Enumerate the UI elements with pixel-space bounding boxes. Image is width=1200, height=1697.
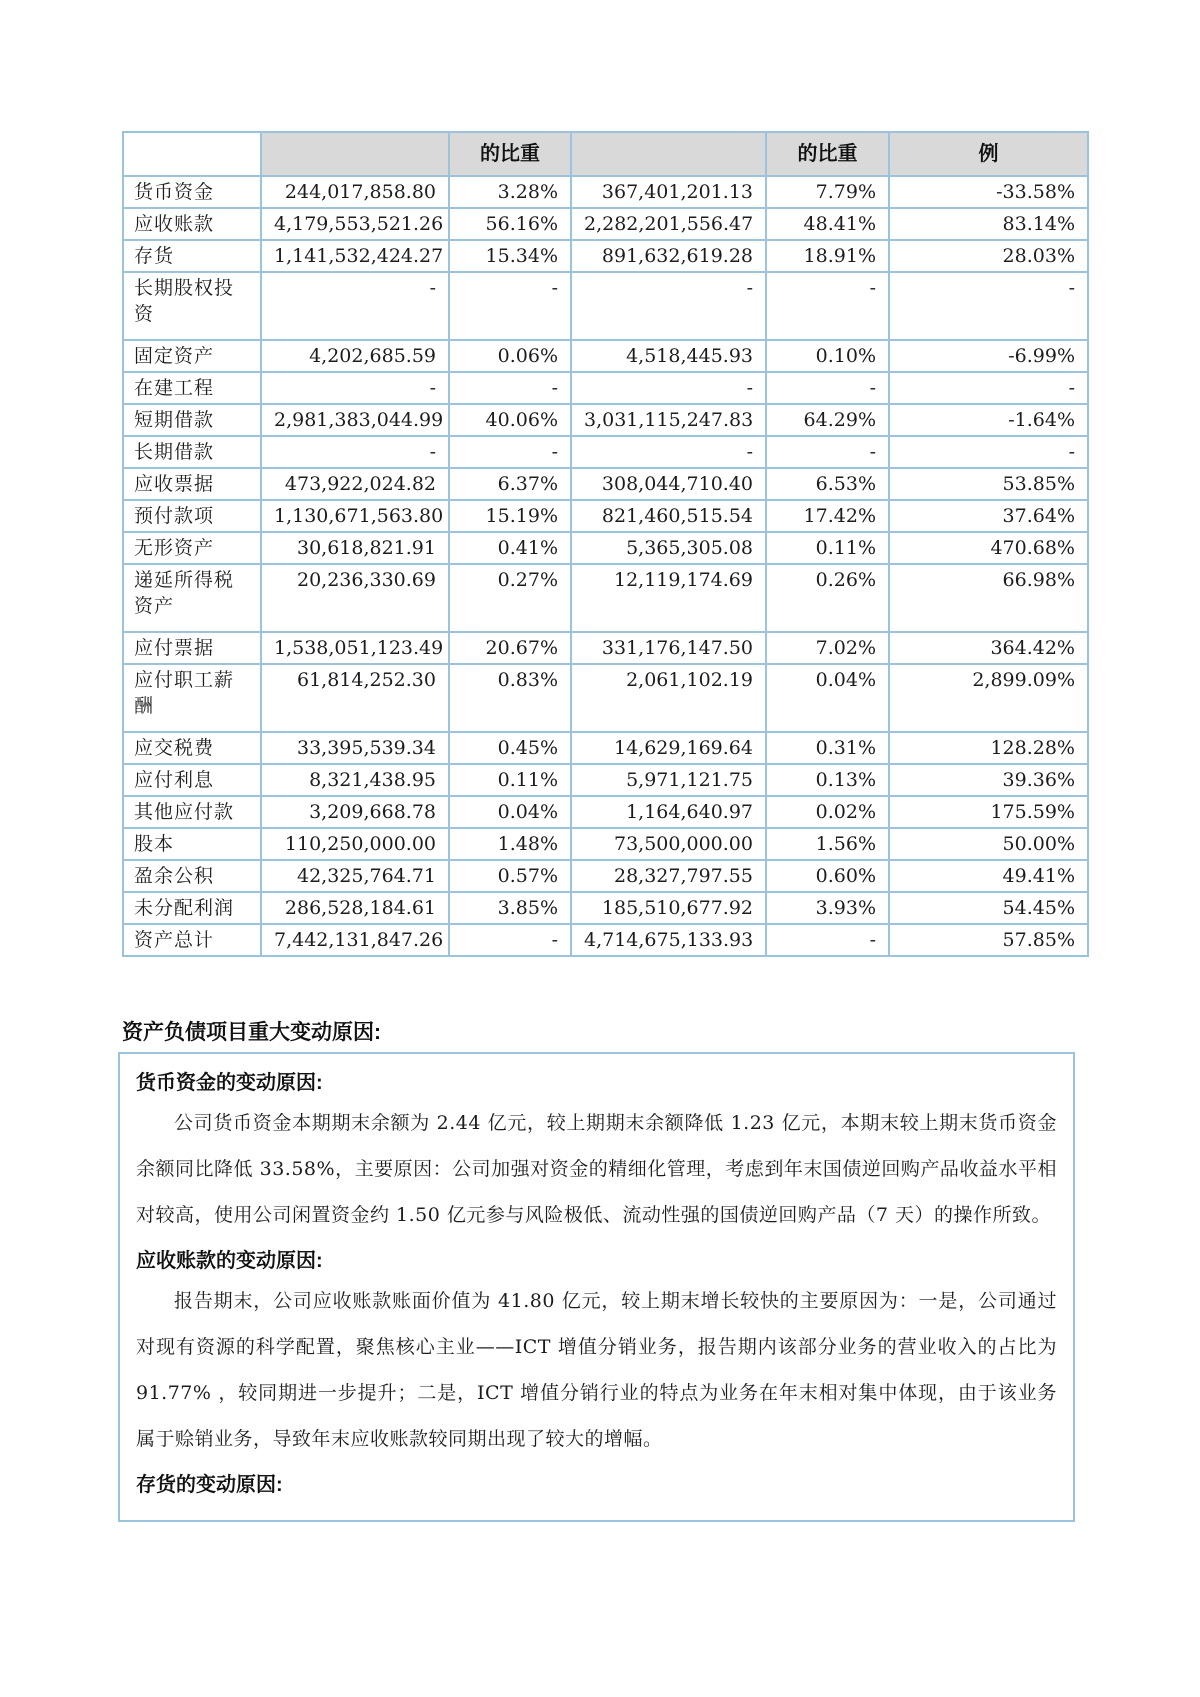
amount-current: 1,130,671,563.80 bbox=[261, 500, 449, 532]
pct-current: 0.06% bbox=[449, 340, 571, 372]
table-row bbox=[123, 340, 1088, 372]
row-label: 盈余公积 bbox=[123, 860, 261, 892]
amount-current: 4,179,553,521.26 bbox=[261, 208, 449, 240]
balance-sheet-table bbox=[122, 131, 1089, 957]
header-change-pct: 例 bbox=[889, 132, 1088, 176]
amount-current: 7,442,131,847.26 bbox=[261, 924, 449, 956]
change-pct: 50.00% bbox=[889, 828, 1088, 860]
amount-current: 1,141,532,424.27 bbox=[261, 240, 449, 272]
pct-current: 0.83% bbox=[449, 664, 571, 732]
amount-current: 4,202,685.59 bbox=[261, 340, 449, 372]
table-row bbox=[123, 372, 1088, 404]
pct-prior: 0.04% bbox=[766, 664, 889, 732]
table-row bbox=[123, 208, 1088, 240]
pct-prior: 48.41% bbox=[766, 208, 889, 240]
table-row bbox=[123, 564, 1088, 632]
header-pct-prior: 的比重 bbox=[766, 132, 889, 176]
amount-prior: 891,632,619.28 bbox=[571, 240, 766, 272]
header-item bbox=[123, 132, 261, 176]
pct-prior: 0.60% bbox=[766, 860, 889, 892]
change-pct: 83.14% bbox=[889, 208, 1088, 240]
pct-current: 6.37% bbox=[449, 468, 571, 500]
change-pct: -6.99% bbox=[889, 340, 1088, 372]
pct-current: 1.48% bbox=[449, 828, 571, 860]
row-label: 资产总计 bbox=[123, 924, 261, 956]
table-row bbox=[123, 532, 1088, 564]
amount-prior: 12,119,174.69 bbox=[571, 564, 766, 632]
row-label: 存货 bbox=[123, 240, 261, 272]
table-row bbox=[123, 500, 1088, 532]
row-label: 短期借款 bbox=[123, 404, 261, 436]
pct-current: 40.06% bbox=[449, 404, 571, 436]
pct-prior: 64.29% bbox=[766, 404, 889, 436]
table-header-row bbox=[123, 132, 1088, 176]
table-row bbox=[123, 404, 1088, 436]
pct-current: 56.16% bbox=[449, 208, 571, 240]
row-label: 应付票据 bbox=[123, 632, 261, 664]
section-heading: 资产负债项目重大变动原因: bbox=[122, 1021, 381, 1044]
row-label: 在建工程 bbox=[123, 372, 261, 404]
pct-current: 3.28% bbox=[449, 176, 571, 208]
amount-current: 30,618,821.91 bbox=[261, 532, 449, 564]
pct-prior: - bbox=[766, 436, 889, 468]
change-pct: 66.98% bbox=[889, 564, 1088, 632]
header-amount-prior bbox=[571, 132, 766, 176]
pct-prior: 0.13% bbox=[766, 764, 889, 796]
amount-current: 33,395,539.34 bbox=[261, 732, 449, 764]
row-label: 应收账款 bbox=[123, 208, 261, 240]
table-row bbox=[123, 176, 1088, 208]
header-pct-current: 的比重 bbox=[449, 132, 571, 176]
balance-sheet-body bbox=[123, 176, 1088, 956]
table-row bbox=[123, 436, 1088, 468]
reason-title-cash: 货币资金的变动原因: bbox=[136, 1072, 323, 1094]
reason-text-receivables: 报告期末，公司应收账款账面价值为 41.80 亿元，较上期末增长较快的主要原因为：一是，公司通过对现有资源的科学配置，聚焦核心主业——ICT 增值分销业务，报告期内该部分业务的营业收入的占比为 91.77% ，较同期进一步提升；二是，ICT 增值分销行业的特点为业务在年末相对集中体现，由于该业务属于赊销业务，导致年末应收账款较同期出现了较大的增幅。 bbox=[136, 1290, 1057, 1450]
table-row bbox=[123, 924, 1088, 956]
table-row bbox=[123, 664, 1088, 732]
amount-current: 3,209,668.78 bbox=[261, 796, 449, 828]
amount-current: 42,325,764.71 bbox=[261, 860, 449, 892]
table-row bbox=[123, 632, 1088, 664]
table-row bbox=[123, 860, 1088, 892]
change-pct: 2,899.09% bbox=[889, 664, 1088, 732]
amount-current: 20,236,330.69 bbox=[261, 564, 449, 632]
change-pct: - bbox=[889, 372, 1088, 404]
pct-current: 3.85% bbox=[449, 892, 571, 924]
amount-current: 2,981,383,044.99 bbox=[261, 404, 449, 436]
change-pct: 470.68% bbox=[889, 532, 1088, 564]
row-label: 应付职工薪酬 bbox=[123, 664, 261, 732]
pct-prior: 6.53% bbox=[766, 468, 889, 500]
row-label: 货币资金 bbox=[123, 176, 261, 208]
pct-prior: - bbox=[766, 372, 889, 404]
table-row bbox=[123, 796, 1088, 828]
amount-prior: 3,031,115,247.83 bbox=[571, 404, 766, 436]
row-label: 其他应付款 bbox=[123, 796, 261, 828]
amount-prior: 4,714,675,133.93 bbox=[571, 924, 766, 956]
amount-current: 1,538,051,123.49 bbox=[261, 632, 449, 664]
row-label: 应付利息 bbox=[123, 764, 261, 796]
pct-prior: - bbox=[766, 924, 889, 956]
pct-current: - bbox=[449, 436, 571, 468]
amount-prior: 5,971,121.75 bbox=[571, 764, 766, 796]
table-row bbox=[123, 240, 1088, 272]
pct-current: 15.19% bbox=[449, 500, 571, 532]
reason-text-cash: 公司货币资金本期期末余额为 2.44 亿元，较上期期末余额降低 1.23 亿元，本期末较上期末货币资金余额同比降低 33.58%，主要原因：公司加强对资金的精细化管理，考虑到年末国债逆回购产品收益水平相对较高，使用公司闲置资金约 1.50 亿元参与风险极低、流动性强的国债逆回购产品（7 天）的操作所致。 bbox=[136, 1112, 1057, 1226]
change-pct: - bbox=[889, 272, 1088, 340]
reason-title-inventory: 存货的变动原因: bbox=[136, 1474, 283, 1496]
amount-current: 473,922,024.82 bbox=[261, 468, 449, 500]
pct-prior: 7.02% bbox=[766, 632, 889, 664]
table-row bbox=[123, 892, 1088, 924]
amount-prior: 308,044,710.40 bbox=[571, 468, 766, 500]
pct-prior: 0.10% bbox=[766, 340, 889, 372]
row-label: 长期借款 bbox=[123, 436, 261, 468]
table-row bbox=[123, 272, 1088, 340]
row-label: 预付款项 bbox=[123, 500, 261, 532]
pct-prior: 1.56% bbox=[766, 828, 889, 860]
header-amount-current bbox=[261, 132, 449, 176]
table-row bbox=[123, 828, 1088, 860]
row-label: 递延所得税资产 bbox=[123, 564, 261, 632]
change-pct: 364.42% bbox=[889, 632, 1088, 664]
amount-current: - bbox=[261, 272, 449, 340]
pct-current: - bbox=[449, 924, 571, 956]
amount-prior: - bbox=[571, 372, 766, 404]
amount-prior: 2,282,201,556.47 bbox=[571, 208, 766, 240]
change-reasons-box bbox=[118, 1052, 1075, 1522]
change-pct: 128.28% bbox=[889, 732, 1088, 764]
pct-prior: 17.42% bbox=[766, 500, 889, 532]
table-row bbox=[123, 468, 1088, 500]
pct-prior: 0.11% bbox=[766, 532, 889, 564]
amount-current: 244,017,858.80 bbox=[261, 176, 449, 208]
pct-current: - bbox=[449, 272, 571, 340]
change-pct: - bbox=[889, 436, 1088, 468]
amount-prior: 331,176,147.50 bbox=[571, 632, 766, 664]
change-pct: -33.58% bbox=[889, 176, 1088, 208]
change-pct: -1.64% bbox=[889, 404, 1088, 436]
pct-prior: 3.93% bbox=[766, 892, 889, 924]
change-pct: 49.41% bbox=[889, 860, 1088, 892]
amount-current: 61,814,252.30 bbox=[261, 664, 449, 732]
pct-prior: 18.91% bbox=[766, 240, 889, 272]
change-pct: 53.85% bbox=[889, 468, 1088, 500]
pct-current: 0.57% bbox=[449, 860, 571, 892]
change-pct: 54.45% bbox=[889, 892, 1088, 924]
row-label: 未分配利润 bbox=[123, 892, 261, 924]
pct-current: 15.34% bbox=[449, 240, 571, 272]
table-row bbox=[123, 764, 1088, 796]
pct-current: 0.11% bbox=[449, 764, 571, 796]
table-row bbox=[123, 732, 1088, 764]
change-pct: 39.36% bbox=[889, 764, 1088, 796]
amount-prior: 4,518,445.93 bbox=[571, 340, 766, 372]
amount-prior: - bbox=[571, 272, 766, 340]
row-label: 股本 bbox=[123, 828, 261, 860]
pct-current: 0.45% bbox=[449, 732, 571, 764]
change-pct: 28.03% bbox=[889, 240, 1088, 272]
change-pct: 37.64% bbox=[889, 500, 1088, 532]
pct-prior: 0.31% bbox=[766, 732, 889, 764]
amount-prior: 2,061,102.19 bbox=[571, 664, 766, 732]
pct-current: 20.67% bbox=[449, 632, 571, 664]
amount-current: - bbox=[261, 436, 449, 468]
pct-current: 0.27% bbox=[449, 564, 571, 632]
amount-prior: - bbox=[571, 436, 766, 468]
row-label: 长期股权投资 bbox=[123, 272, 261, 340]
change-pct: 57.85% bbox=[889, 924, 1088, 956]
amount-prior: 5,365,305.08 bbox=[571, 532, 766, 564]
pct-prior: 7.79% bbox=[766, 176, 889, 208]
amount-prior: 367,401,201.13 bbox=[571, 176, 766, 208]
amount-current: 286,528,184.61 bbox=[261, 892, 449, 924]
amount-prior: 28,327,797.55 bbox=[571, 860, 766, 892]
amount-prior: 185,510,677.92 bbox=[571, 892, 766, 924]
amount-current: 8,321,438.95 bbox=[261, 764, 449, 796]
amount-prior: 73,500,000.00 bbox=[571, 828, 766, 860]
reason-title-receivables: 应收账款的变动原因: bbox=[136, 1250, 323, 1272]
pct-current: 0.41% bbox=[449, 532, 571, 564]
amount-current: 110,250,000.00 bbox=[261, 828, 449, 860]
row-label: 应交税费 bbox=[123, 732, 261, 764]
pct-current: 0.04% bbox=[449, 796, 571, 828]
row-label: 无形资产 bbox=[123, 532, 261, 564]
amount-prior: 821,460,515.54 bbox=[571, 500, 766, 532]
pct-current: - bbox=[449, 372, 571, 404]
row-label: 应收票据 bbox=[123, 468, 261, 500]
pct-prior: 0.02% bbox=[766, 796, 889, 828]
pct-prior: - bbox=[766, 272, 889, 340]
row-label: 固定资产 bbox=[123, 340, 261, 372]
amount-prior: 14,629,169.64 bbox=[571, 732, 766, 764]
amount-prior: 1,164,640.97 bbox=[571, 796, 766, 828]
pct-prior: 0.26% bbox=[766, 564, 889, 632]
amount-current: - bbox=[261, 372, 449, 404]
change-pct: 175.59% bbox=[889, 796, 1088, 828]
